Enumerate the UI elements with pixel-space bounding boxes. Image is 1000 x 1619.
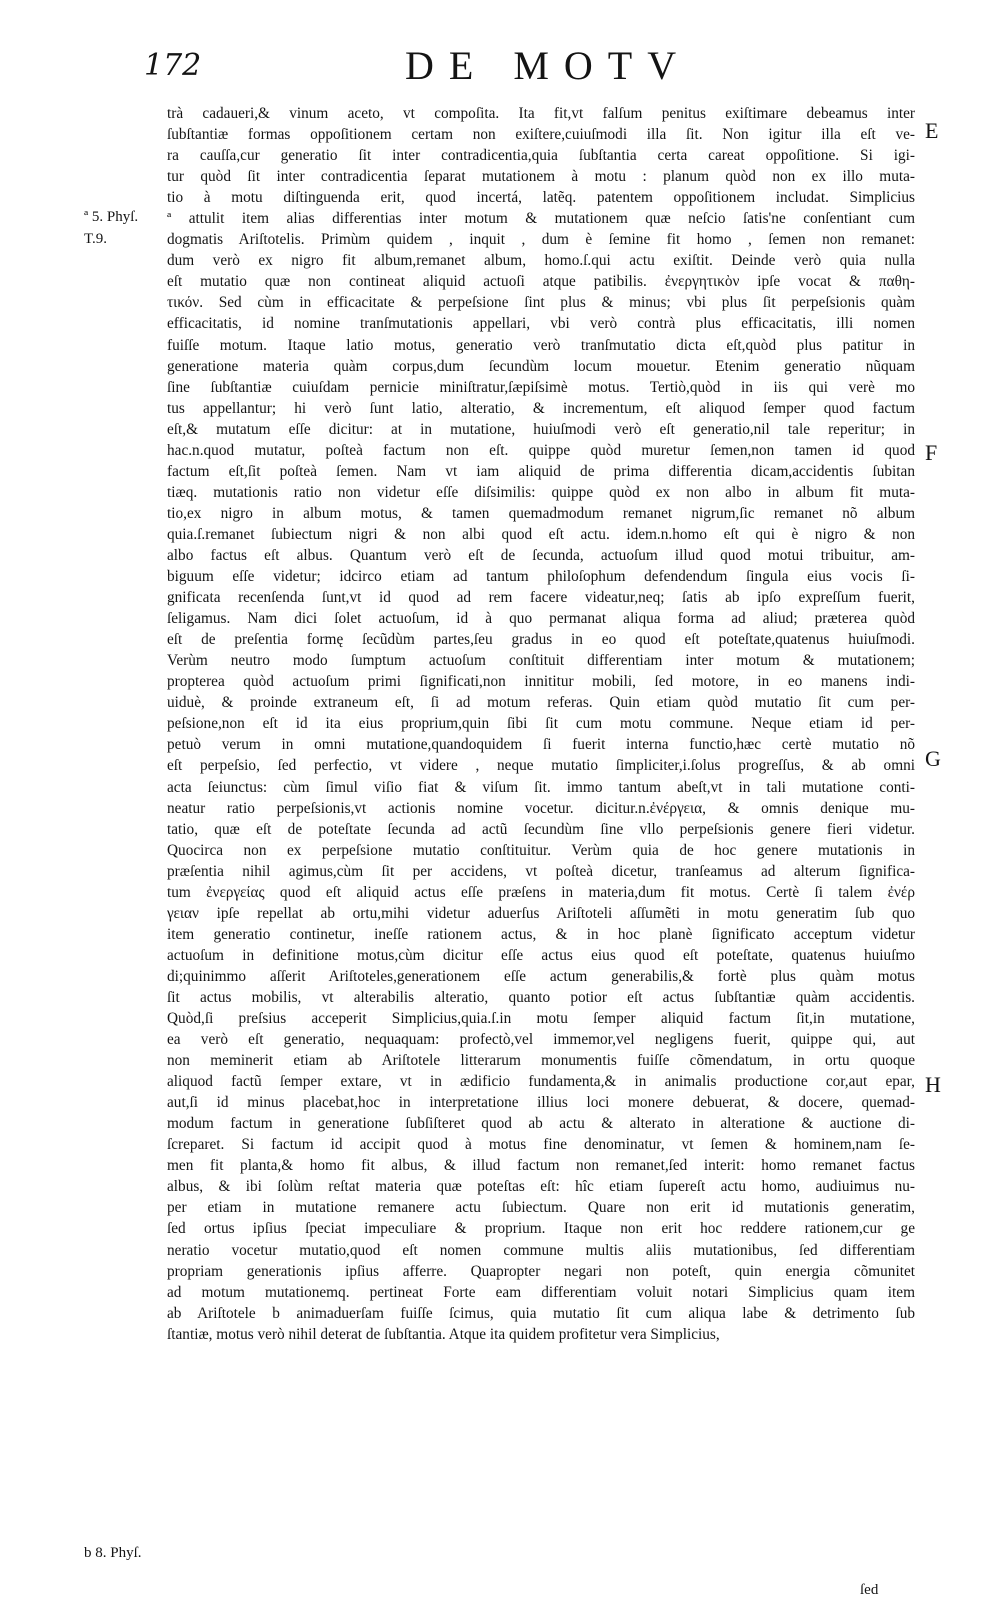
margin-note-mark: b [84,1545,92,1561]
text-line: ª attulit item alias differentias inter motum & mutationem quæ neſcio ſatis'ne conſentiant cum [167,210,915,228]
page-number: 172 [144,48,202,83]
margin-note-b [84,1545,142,1562]
text-line: tio,ex nigro in album motus, & tamen quemadmodum remanet nigrum,ſic remanet nõ album [167,504,915,522]
running-head: DE MOTV [405,43,692,88]
text-line: hac.n.quod mutatur, poſteà factum non eſt. quippe quòd muretur ſemen,non tamen id quod [167,441,915,459]
margin-note-t9 [84,231,107,248]
text-line: tatio, quæ eſt de poteſtate ſecunda ad actũ ſecundùm ſine vllo perpeſsionis genere fieri videtur. [167,820,915,838]
text-line: factum eſt,ſit poſteà ſemen. Nam vt iam aliquid de prima differentia dicam,accidentis ſubitan [167,462,915,480]
text-line: ad motum mutationemq. pertineat Forte eam differentiam voluit notari Simplicius quam item [167,1283,915,1301]
text-line: tiæq. mutationis ratio non videtur eſſe diſsimilis: quippe quòd ex non albo in album fit muta- [167,483,915,501]
margin-note-text: 5. Phyſ. [91,209,139,225]
text-line: τικόν. Sed cùm in efficacitate & perpeſsione ſint plus & minus; vbi plus ſit perpeſsionis quàm [167,294,915,312]
text-line: ſeligamus. Nam dici ſolet actuoſum, id à quo permanat aliqua forma ad aliud; præterea quòd [167,610,915,628]
text-line: γειαν ipſe repellat ab ortu,mihi videtur aduerſus Ariſtoteli aſſumẽti in motu generatim ſub quo [167,904,915,922]
text-line: actuoſum in definitione motus,cùm dicitur eſſe actus eius quod eſt poteſtate, quatenus huiuſmo [167,946,915,964]
text-line: non meminerit etiam ab Ariſtotele litterarum monumentis fuiſſe cõmendatum, in ortu quoque [167,1052,915,1070]
text-line: Quocirca non ex perpeſsione mutatio conſtituitur. Verùm quia de hoc genere mutationis in [167,841,915,859]
text-line: tus appellantur; hi verò ſunt latio, alteratio, & incrementum, eſt aliquod ſemper quod factum [167,399,915,417]
text-line: efficacitatis, id nomine tranſmutationis appellari, vbi verò contrà plus efficacitatis, illi nomen [167,315,915,333]
text-line: modum factum in generatione ſubſiſteret quod ab actu & alterato in alteratione & auctione di- [167,1115,915,1133]
text-line: fuiſſe motum. Itaque latio motus, generatio verò tranſmutatio dicta eſt,quòd plus patitur in [167,336,915,354]
text-line: propterea quòd actuoſum primi ſignificati,non innititur mobili, ſed motore, in eo manens indi- [167,673,915,691]
text-line: eſt mutatio quæ non contineat aliquid actuoſi atque patibilis. ἐνεργητικὸν ipſe vocat & παθη- [167,273,915,291]
text-line: biguum eſſe videtur; idcirco etiam ad tantum philoſophum defendendum ſingula eius vocis ſi- [167,568,915,586]
text-line: item generatio continetur, ineſſe rationem actus, & in hoc planè ſignificato acceptum videtur [167,925,915,943]
text-line: petuò verum in omni mutatione,quandoquidem ſi fuerit interna functio,hæc certè mutatio nõ [167,736,915,754]
text-line: ſcreparet. Si factum id accipit quod à motus fine denominatur, vt ſemen & hominem,nam ſe- [167,1136,915,1154]
text-line: eſt perpeſsio, ſed perfectio, vt videre , neque mutatio ſimpliciter,i.ſolus progreſſus, & ab omni [167,757,915,775]
text-line: dum verò ex nigro fit album,remanet album, homo.ſ.qui actu exiſtit. Deinde verò quia nulla [167,252,915,270]
text-line: aut,ſi id minus placebat,hoc in interpretatione illius loci monere debuerat, & docere, quemad- [167,1094,915,1112]
text-line: peſsione,non eſt id ita eius proprium,quin ſibi ſit cum motu commune. Neque etiam id per- [167,715,915,733]
text-line: quia.ſ.remanet ſubiectum nigri & non albi quod eſt actu. idem.n.homo eſt qui è nigro & non [167,525,915,543]
text-line: tio à motu diſtinguenda erit, quod incertá, latẽq. patentem oppoſitionem includat. Simplicius [167,189,915,207]
text-line: ſubſtantiæ formas oppoſitionem certam non exiſtere,cuiuſmodi illa ſit. Non igitur illa eſt ve- [167,126,915,144]
text-line: albus, & ibi ſolùm reſtat materia quæ poteſtas eſt: hîc etiam ſupereſt actu homo, audiuimus nu- [167,1178,915,1196]
text-line: acta ſeiunctus: cùm ſimul viſio fiat & viſum ſit. immo tantum abeſt,vt in tali mutatione conti- [167,778,915,796]
text-line: ſit actus mobilis, vt alterabilis alteratio, quanto potior eſt actus ſubſtantiæ quàm accidentis. [167,988,915,1006]
text-line: neratio vocetur mutatio,quod eſt nomen commune multis aliis mutationibus, ſed differentiam [167,1241,915,1259]
text-line: præſentia nihil agimus,cùm ſit per accidens, vt poſteà dicetur, tranſeamus ad alterum ſignifica- [167,862,915,880]
text-line: ſed ortus ipſius ſpeciat impeculiare & proprium. Itaque non erit hoc reddere rationem,cur ge [167,1220,915,1238]
text-line: ſine ſubſtantiæ cuiuſdam pernicie miniſtratur,ſæpiſsimè motus. Tertiò,quòd in iis qui verè mo [167,378,915,396]
margin-note-text: T.9. [84,231,108,247]
margin-note-text: 8. Phyſ. [95,1545,142,1561]
text-line: di;quinimmo aſſerit Ariſtoteles,generationem eſſe actum generabilis,& fortè plus quàm motus [167,967,915,985]
text-line: dogmatis Ariſtotelis. Primùm quidem , inquit , dum è ſemine fit homo , ſemen non remanet: [167,231,915,249]
margin-letter-e: E [925,118,939,143]
text-line: Verùm neutro modo ſumptum actuoſum conſtituit differentiam inter motum & mutationem; [167,652,915,670]
margin-note-mark: ª [84,209,89,225]
margin-letter-g: G [925,746,941,771]
text-line: albo factus eſt albus. Quantum verò eſt de ſecunda, actuoſum illud quod motui tribuitur, am- [167,546,915,564]
text-line: generatione materia quàm corpus,dum ſecundùm locum mouetur. Etenim generatio nũquam [167,357,915,375]
text-line: aliquod factũ ſemper extare, vt in ædificio fundamenta,& in animalis productione cor,aut epar, [167,1073,915,1091]
text-line: ab Ariſtotele b animaduerſam fuiſſe ſcimus, quia mutatio ſit cum aliqua labe & detrimento ſub [167,1304,915,1322]
body-text [167,103,915,1345]
text-line: ſtantiæ, motus verò nihil deterat de ſubſtantia. Atque ita quidem profitetur vera Simplicius, [167,1325,720,1343]
margin-letter-f: F [925,440,938,465]
text-line: per etiam in mutatione remanere actu ſubiectum. Quare non erit id mutationis generatim, [167,1199,915,1217]
text-line: propriam generationis ipſius afferre. Quapropter negari non poteſt, quin energia cõmunitet [167,1262,915,1280]
text-line: uiduè, & proinde extraneum eſt, ſi ad motum referas. Quin etiam quòd mutatio ſit cum per- [167,694,915,712]
text-line: eſt,& mutatum eſſe dicitur: at in mutatione, huiuſmodi verò eſt generatio,nil tale reperitur; in [167,420,915,438]
margin-note-a [84,209,138,226]
text-line: Quòd,ſi preſsius acceperit Simplicius,quia.ſ.in motu ſemper aliquid factum ſit,in mutatione, [167,1010,915,1028]
text-line: neatur ratio perpeſsionis,vt actionis nomine vocetur. dicitur.n.ἐνέργεια, & omnis denique mu- [167,799,915,817]
catchword: ſed [860,1582,879,1598]
text-line: trà cadaueri,& vinum aceto, vt compoſita. Ita fit,vt falſum penitus exiſtimare debeamus inter [167,105,915,122]
text-line: tum ἐνεργείας quod eſt aliquid actus eſſe præſens in materia,dum fit motus. Certè ſi talem ἐνέρ [167,883,915,901]
text-line: ea verò eſt generatio, nequaquam: profectò,vel immemor,vel negligens fuerit, quippe qui, aut [167,1031,915,1049]
text-line: tur quòd ſit inter contradicentia ſeparat mutationem à motu : planum quòd non ex illo muta- [167,168,915,186]
margin-letter-h: H [925,1072,941,1097]
text-line: eſt de preſentia formę ſecũdùm partes,ſeu gradus in eo quod eſt poteſtate,quatenus huiuſmodi. [167,631,915,649]
text-line: ra cauſſa,cur generatio ſit inter contradicentia,quia ſubſtantia certa careat oppoſitione. Si igi- [167,147,915,165]
text-line: gnificata recenſenda ſunt,vt id quod ad rem facere videatur,neq; ſatis ab ipſo expreſſum fuerit, [167,589,915,607]
text-line: men fit planta,& homo fit albus, & illud factum non remanet,ſed interit: homo remanet factus [167,1157,915,1175]
